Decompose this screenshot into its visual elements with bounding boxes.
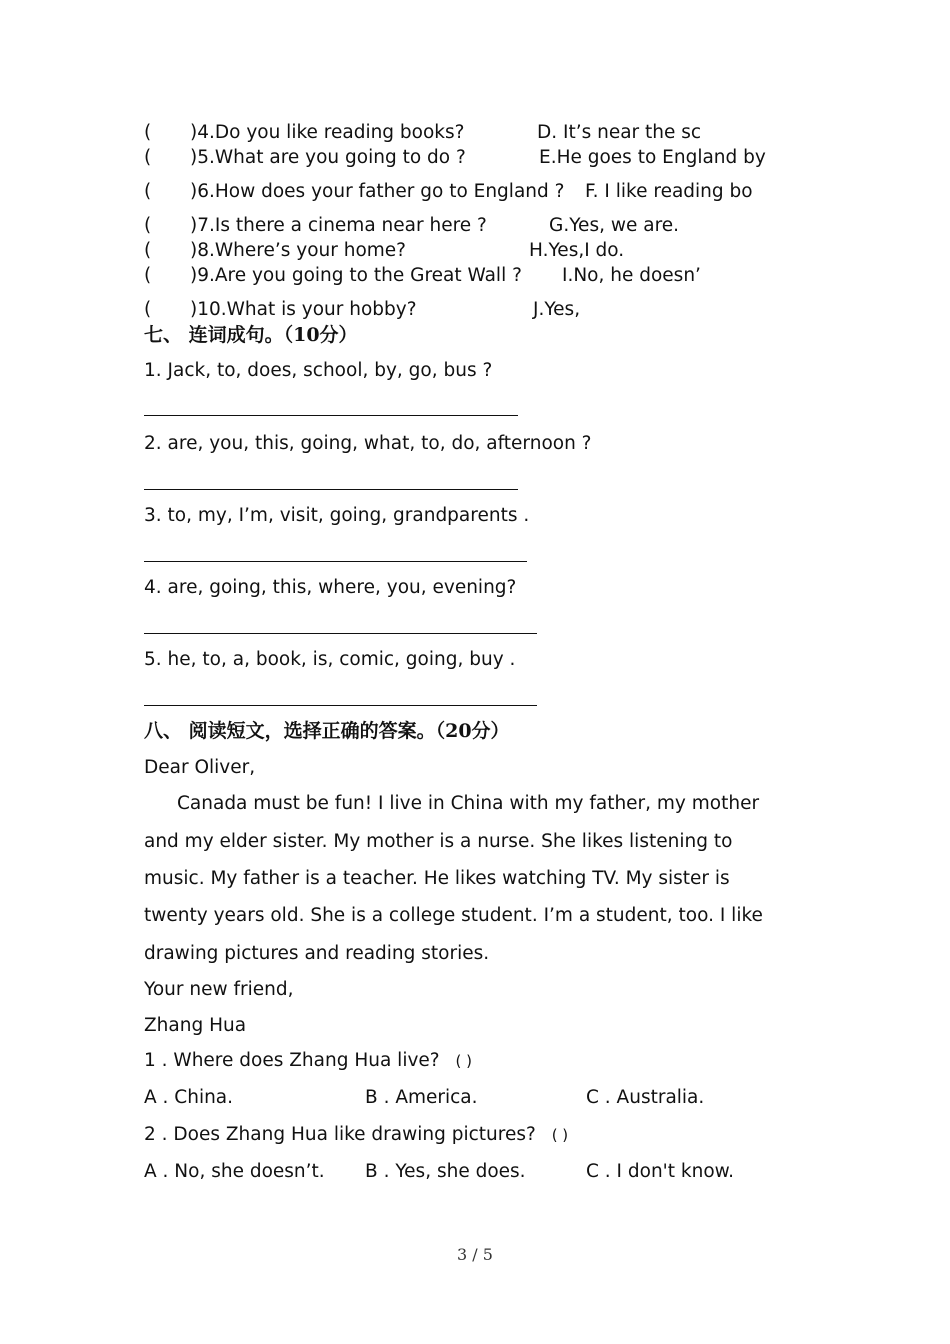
letter-closing: Your new friend, [144, 979, 294, 1000]
option-c: C . I don't know. [586, 1161, 734, 1182]
question-text: )5.What are you going to do ? [190, 147, 466, 168]
option-a: A . No, she doesn’t. [144, 1161, 325, 1182]
answer-option: I.No, he doesn’ [562, 265, 701, 286]
answer-line [144, 489, 518, 490]
answer-option: H.Yes,I do. [529, 240, 625, 261]
answer-line [144, 561, 527, 562]
scrambled-sentence: 3. to, my, I’m, visit, going, grandparents . [144, 505, 530, 526]
letter-salutation: Dear Oliver, [144, 757, 256, 778]
option-c: C . Australia. [586, 1087, 705, 1108]
scrambled-sentence: 5. he, to, a, book, is, comic, going, buy . [144, 649, 516, 670]
section-7-title: 七、 连词成句。（10分） [144, 324, 358, 346]
letter-body-line: twenty years old. She is a college student. I’m a student, too. I like [144, 905, 763, 926]
answer-paren: ( [144, 299, 152, 320]
option-b: B . America. [365, 1087, 478, 1108]
question-text: 2 . Does Zhang Hua like drawing pictures? [144, 1124, 536, 1145]
option-b: B . Yes, she does. [365, 1161, 526, 1182]
scrambled-sentence: 2. are, you, this, going, what, to, do, afternoon ? [144, 433, 592, 454]
question-text: )10.What is your hobby? [190, 299, 417, 320]
answer-line [144, 705, 537, 706]
answer-option: D. It’s near the sc [537, 122, 702, 143]
answer-blank: ( ) [551, 1126, 569, 1144]
scrambled-sentence: 1. Jack, to, does, school, by, go, bus ? [144, 360, 493, 381]
question-text: )6.How does your father go to England ? [190, 181, 565, 202]
letter-body-line: Canada must be fun! I live in China with my father, my mother [177, 793, 760, 814]
answer-paren: ( [144, 215, 152, 236]
answer-line [144, 415, 518, 416]
answer-option: G.Yes, we are. [549, 215, 680, 236]
option-a: A . China. [144, 1087, 234, 1108]
question-text: 1 . Where does Zhang Hua live? [144, 1050, 440, 1071]
letter-signature: Zhang Hua [144, 1015, 247, 1036]
answer-line [144, 633, 537, 634]
answer-option: F. I like reading bo [585, 181, 753, 202]
answer-paren: ( [144, 240, 152, 261]
answer-paren: ( [144, 265, 152, 286]
answer-paren: ( [144, 147, 152, 168]
letter-body-line: and my elder sister. My mother is a nurse. She likes listening to [144, 831, 733, 852]
question-text: )7.Is there a cinema near here ? [190, 215, 487, 236]
letter-body-line: music. My father is a teacher. He likes watching TV. My sister is [144, 868, 730, 889]
question-text: )9.Are you going to the Great Wall ? [190, 265, 522, 286]
answer-option: J.Yes, [533, 299, 581, 320]
scrambled-sentence: 4. are, going, this, where, you, evening? [144, 577, 517, 598]
reading-question [144, 1126, 568, 1145]
question-text: )4.Do you like reading books? [190, 122, 465, 143]
reading-question [144, 1052, 472, 1071]
letter-body-line: drawing pictures and reading stories. [144, 943, 490, 964]
answer-option: E.He goes to England by [539, 147, 766, 168]
answer-paren: ( [144, 122, 152, 143]
question-text: )8.Where’s your home? [190, 240, 406, 261]
answer-paren: ( [144, 181, 152, 202]
section-8-title: 八、 阅读短文，选择正确的答案。（20分） [144, 720, 510, 742]
answer-blank: ( ) [455, 1052, 472, 1070]
page-number: 3 / 5 [457, 1245, 493, 1264]
